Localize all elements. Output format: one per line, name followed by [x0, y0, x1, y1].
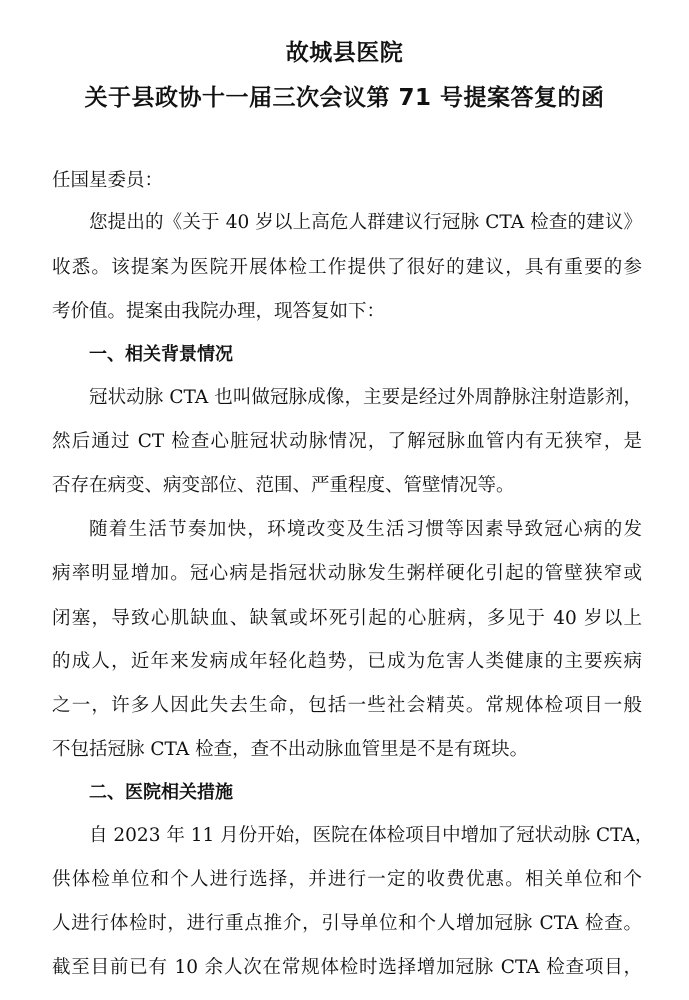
body-line: 之一，许多人因此失去生命，包括一些社会精英。常规体检项目一般 — [52, 695, 642, 716]
document-title-hospital: 故城县医院 — [285, 40, 404, 66]
intro-line: 您提出的《关于 40 岁以上高危人群建议行冠脉 CTA 检查的建议》 — [89, 212, 642, 233]
body-line: 随着生活节奏加快，环境改变及生活习惯等因素导致冠心病的发 — [89, 519, 642, 540]
intro-line: 考价值。提案由我院办理，现答复如下： — [52, 301, 386, 322]
body-line: 否存在病变、病变部位、范围、严重程度、管壁情况等。 — [52, 475, 515, 496]
body-line: 不包括冠脉 CTA 检查，查不出动脉血管里是不是有斑块。 — [52, 739, 529, 760]
section-heading-measures: 二、医院相关措施 — [89, 782, 233, 803]
body-line: 截至目前已有 10 余人次在常规体检时选择增加冠脉 CTA 检查项目， — [52, 957, 642, 978]
body-line: 然后通过 CT 检查心脏冠状动脉情况，了解冠脉血管内有无狭窄，是 — [52, 431, 642, 452]
section-heading-background: 一、相关背景情况 — [89, 344, 233, 365]
body-line: 自 2023 年 11 月份开始，医院在体检项目中增加了冠状动脉 CTA， — [89, 825, 654, 846]
body-line: 人进行体检时，进行重点推介，引导单位和个人增加冠脉 CTA 检查。 — [52, 913, 642, 934]
body-line: 病率明显增加。冠心病是指冠状动脉发生粥样硬化引起的管壁狭窄或 — [52, 563, 642, 584]
document-title-subject: 关于县政协十一届三次会议第 71 号提案答复的函 — [84, 85, 605, 111]
body-line: 供体检单位和个人进行选择，并进行一定的收费优惠。相关单位和个 — [52, 869, 642, 890]
body-line: 的成人，近年来发病成年轻化趋势，已成为危害人类健康的主要疾病 — [52, 651, 642, 672]
salutation: 任国星委员： — [52, 170, 164, 191]
body-line: 闭塞，导致心肌缺血、缺氧或坏死引起的心脏病，多见于 40 岁以上 — [52, 608, 642, 629]
intro-line: 收悉。该提案为医院开展体检工作提供了很好的建议，具有重要的参 — [52, 257, 642, 278]
body-line: 冠状动脉 CTA 也叫做冠脉成像，主要是经过外周静脉注射造影剂， — [89, 387, 642, 408]
